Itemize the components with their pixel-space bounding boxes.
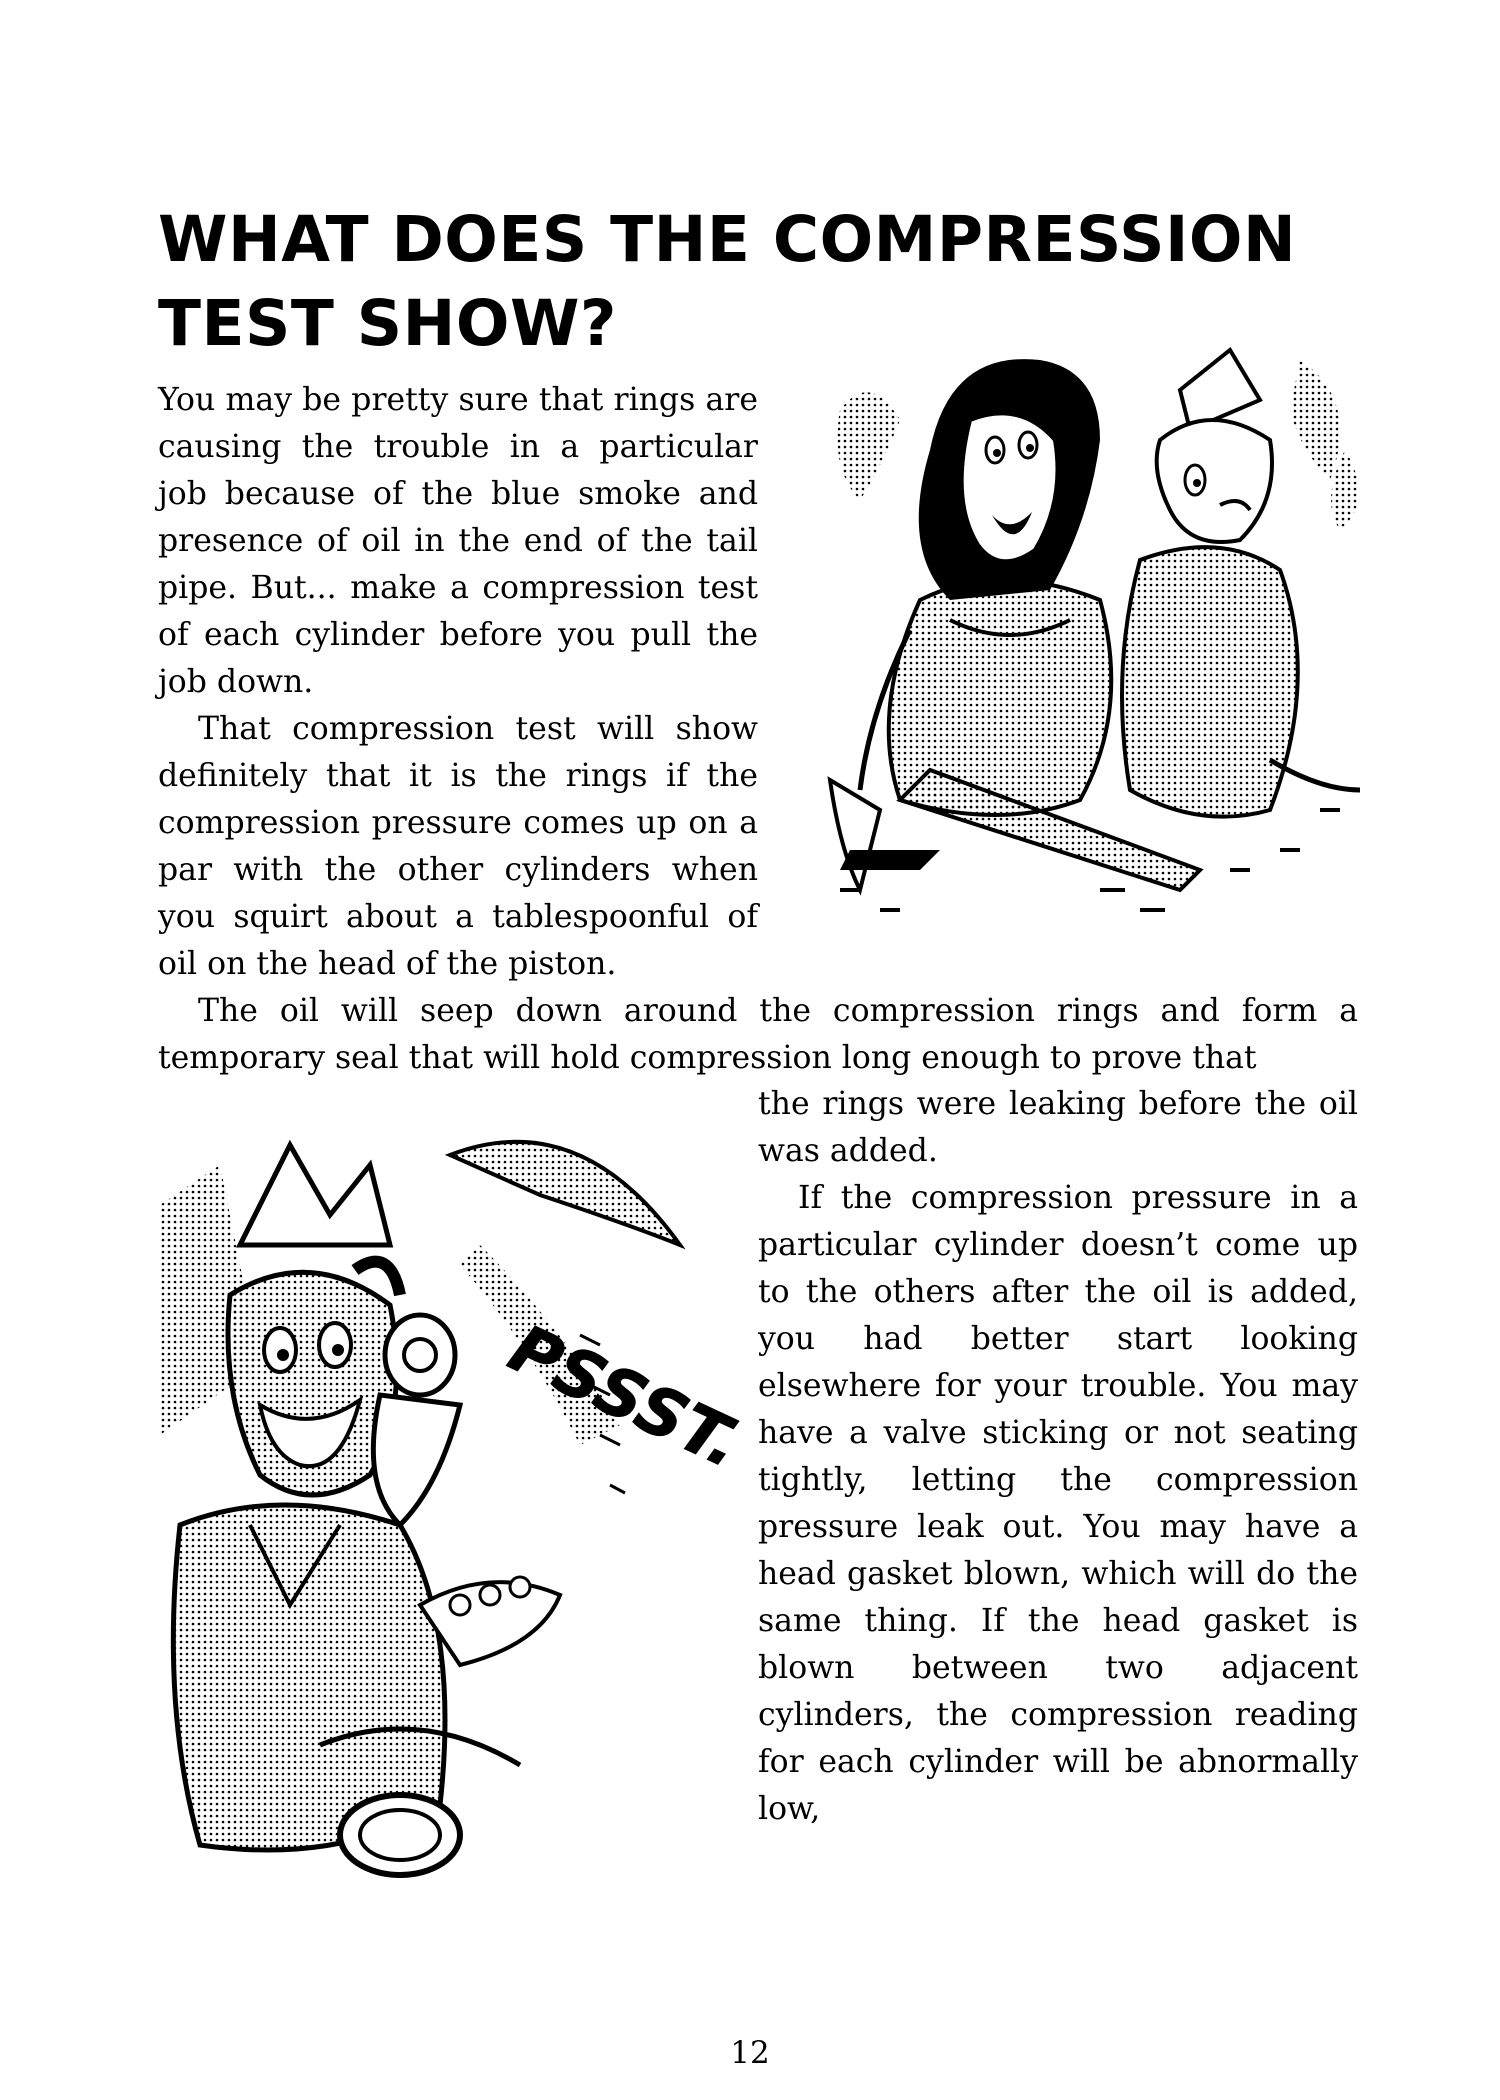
page-number: 12 <box>730 2035 770 2071</box>
left-paragraph-1: You may be pretty sure that rings are causing the trouble in a particular job because of the blue smoke and presence of oil in the end of the tail pipe. But... make a compression test of each cylinder before you pull the job down. <box>158 382 758 700</box>
title-line-2: TEST SHOW? <box>158 287 617 360</box>
left-paragraph-2: That compression test will show definitely that it is the rings if the compression pressure comes up on a par with the other cylinders when you squirt about a tablespoonful of oil on the head of the piston. <box>158 711 758 982</box>
illustration-woman-and-soldier <box>800 330 1380 950</box>
right-column-text <box>758 1081 1358 1833</box>
illustration-soldier-with-gauge <box>160 1105 760 1895</box>
left-column-text <box>158 377 758 988</box>
title-line-1: WHAT DOES THE COMPRESSION <box>158 203 1297 276</box>
right-paragraph-1: the rings were leaking before the oil was added. <box>758 1086 1358 1169</box>
pssst-sound-effect: PSSST. <box>498 1309 753 1484</box>
full-width-paragraph: The oil will seep down around the compression rings and form a temporary seal that will hold compression long enough to prove that <box>158 993 1358 1076</box>
right-paragraph-2: If the compression pressure in a particular cylinder doesn’t come up to the others after the oil is added, you had better start looking elsewhere for your trouble. You may have a valve sticking or not seating tightly, letting the compression pressure leak out. You may have a head gasket blown, which will do the same thing. If the head gasket is blown between two adjacent cylinders, the compression reading for each cylinder will be abnormally low, <box>758 1180 1358 1827</box>
